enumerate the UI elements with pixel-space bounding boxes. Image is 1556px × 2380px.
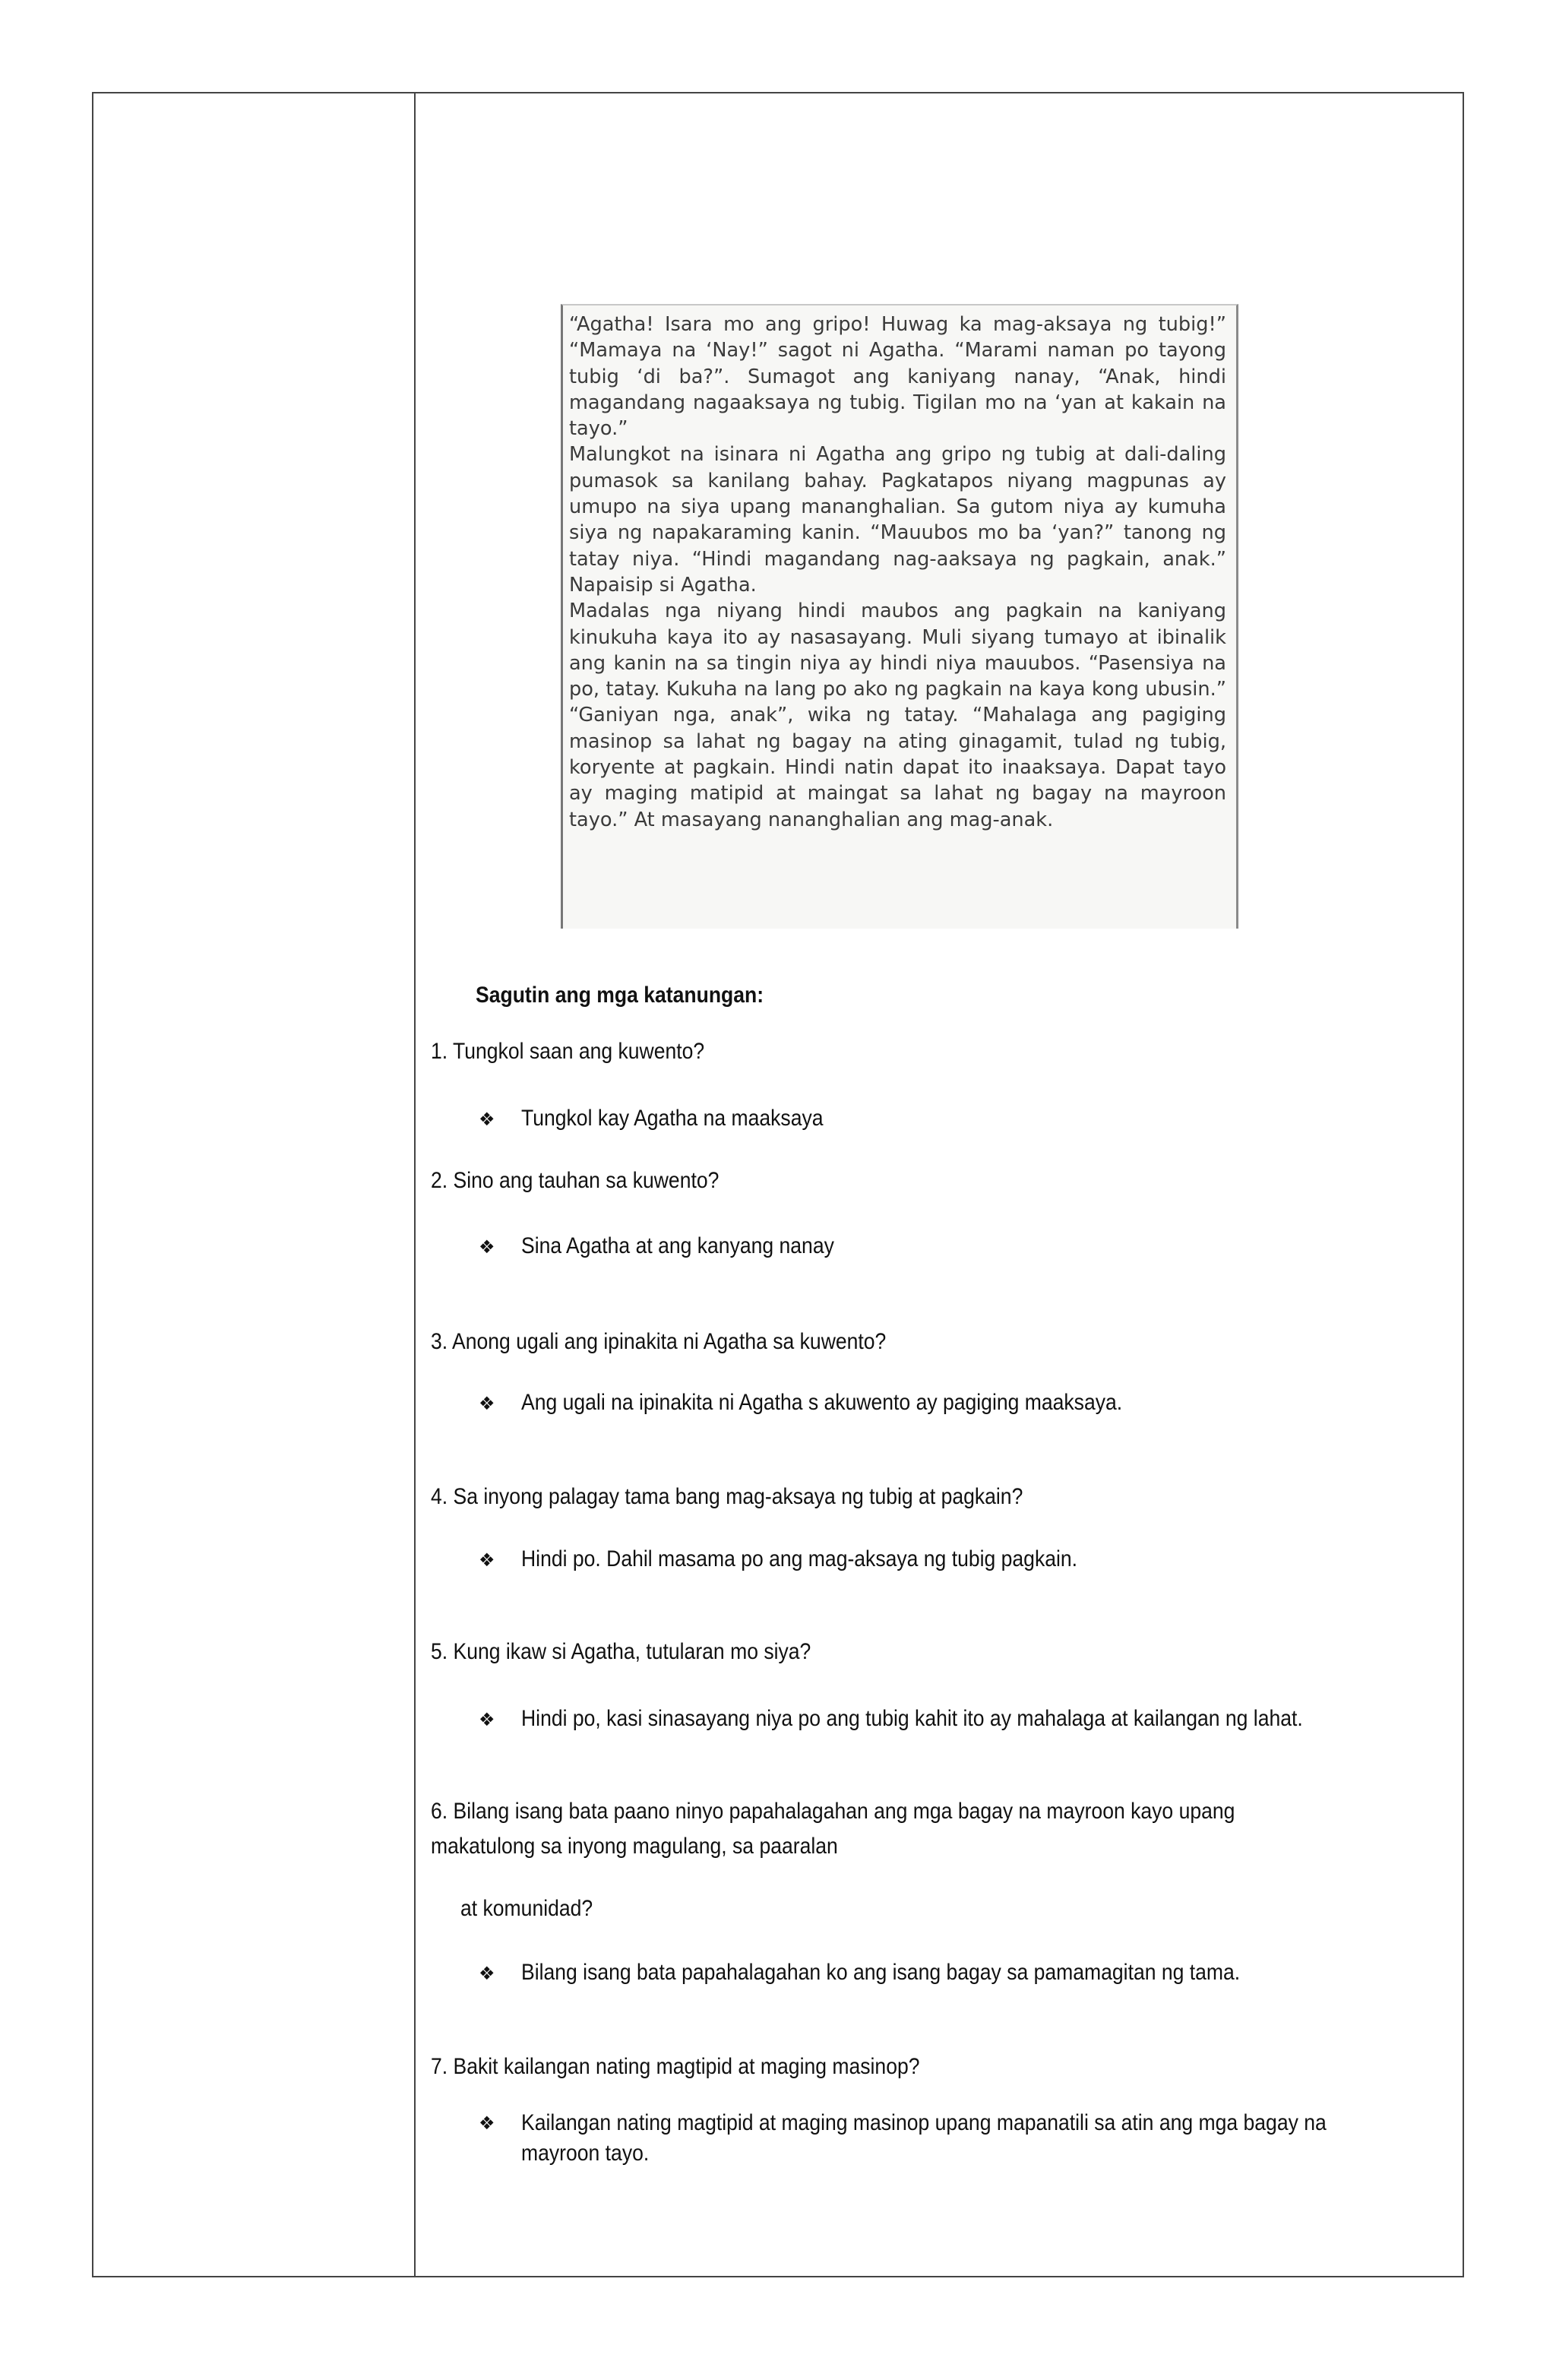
diamond-bullet-icon: ❖ bbox=[479, 1236, 495, 1258]
questions-heading: Sagutin ang mga katanungan: bbox=[476, 983, 764, 1008]
answer-4: ❖ Hindi po. Dahil masama po ang mag-aksaya ng tubig pagkain. bbox=[479, 1546, 1139, 1574]
diamond-bullet-icon: ❖ bbox=[479, 1109, 495, 1130]
column-divider bbox=[414, 92, 416, 2277]
story-paragraph: “Agatha! Isara mo ang gripo! Huwag ka mag-aksaya ng tubig!” “Mamaya na ‘Nay!” sagot ni Agatha. “Marami naman po tayong tubig ‘di ba?”. Sumagot ang kaniyang nanay, “Anak, hindi magandang nagaaksaya ng tubig. Tigilan mo na ‘yan at kakain na tayo.” bbox=[569, 313, 1226, 441]
story-text bbox=[569, 312, 1226, 833]
diamond-bullet-icon: ❖ bbox=[479, 1709, 495, 1730]
story-image bbox=[561, 304, 1238, 929]
story-paragraph: Madalas nga niyang hindi maubos ang pagkain na kaniyang kinukuha kaya ito ay nasasayang. Muli siyang tumayo at ibinalik ang kanin na sa tingin niya ay hindi niya mauubos. “Pasensiya na po, tatay. Kukuha na lang po ako ng pagkain na kaya kong ubusin.” “Ganiyan nga, anak”, wika ng tatay. “Mahalaga ang pagiging masinop sa lahat ng bagay na ating ginagamit, tulad ng tubig, koryente at pagkain. Hindi natin dapat ito inaaksaya. Dapat tayo ay maging matipid at maingat sa lahat ng bagay na mayroon tayo.” At masayang nananghalian ang mag-anak. bbox=[569, 600, 1226, 831]
diamond-bullet-icon: ❖ bbox=[479, 1393, 495, 1414]
left-column-cell bbox=[93, 93, 414, 2276]
question-3: 3. Anong ugali ang ipinakita ni Agatha sa kuwento? bbox=[431, 1329, 887, 1354]
question-6-line-1: 6. Bilang isang bata paano ninyo papahalagahan ang mga bagay na mayroon kayo upang bbox=[431, 1799, 1235, 1824]
diamond-bullet-icon: ❖ bbox=[479, 1963, 495, 1984]
story-paragraph: Malungkot na isinara ni Agatha ang gripo ng tubig at dali-daling pumasok sa kanilang bahay. Pagkatapos niyang magpunas ay umupo na siya upang mananghalian. Sa gutom niya ay kumuha siya ng napakaraming kanin. “Mauubos mo ba ‘yan?” tanong ng tatay niya. “Hindi magandang nag-aaksaya ng pagkain, anak.” Napaisip si Agatha. bbox=[569, 443, 1226, 597]
answer-6: ❖ Bilang isang bata papahalagahan ko ang isang bagay sa pamamagitan ng tama. bbox=[479, 1959, 1320, 1987]
answer-2: ❖ Sina Agatha at ang kanyang nanay bbox=[479, 1233, 869, 1261]
answer-1: ❖ Tungkol kay Agatha na maaksaya bbox=[479, 1105, 857, 1133]
question-7: 7. Bakit kailangan nating magtipid at maging masinop? bbox=[431, 2054, 920, 2079]
question-6-line-3: at komunidad? bbox=[460, 1896, 593, 1921]
question-1: 1. Tungkol saan ang kuwento? bbox=[431, 1039, 705, 1064]
question-4: 4. Sa inyong palagay tama bang mag-aksaya ng tubig at pagkain? bbox=[431, 1484, 1023, 1509]
diamond-bullet-icon: ❖ bbox=[479, 1549, 495, 1571]
question-2: 2. Sino ang tauhan sa kuwento? bbox=[431, 1168, 719, 1193]
answer-3: ❖ Ang ugali na ipinakita ni Agatha s akuwento ay pagiging maaksaya. bbox=[479, 1389, 1189, 1417]
question-6-line-2: makatulong sa inyong magulang, sa paaralan bbox=[431, 1834, 838, 1859]
question-5: 5. Kung ikaw si Agatha, tutularan mo siya? bbox=[431, 1639, 811, 1664]
diamond-bullet-icon: ❖ bbox=[479, 2113, 495, 2134]
answer-5: ❖ Hindi po, kasi sinasayang niya po ang tubig kahit ito ay mahalaga at kailangan ng lahat. bbox=[479, 1705, 1390, 1733]
